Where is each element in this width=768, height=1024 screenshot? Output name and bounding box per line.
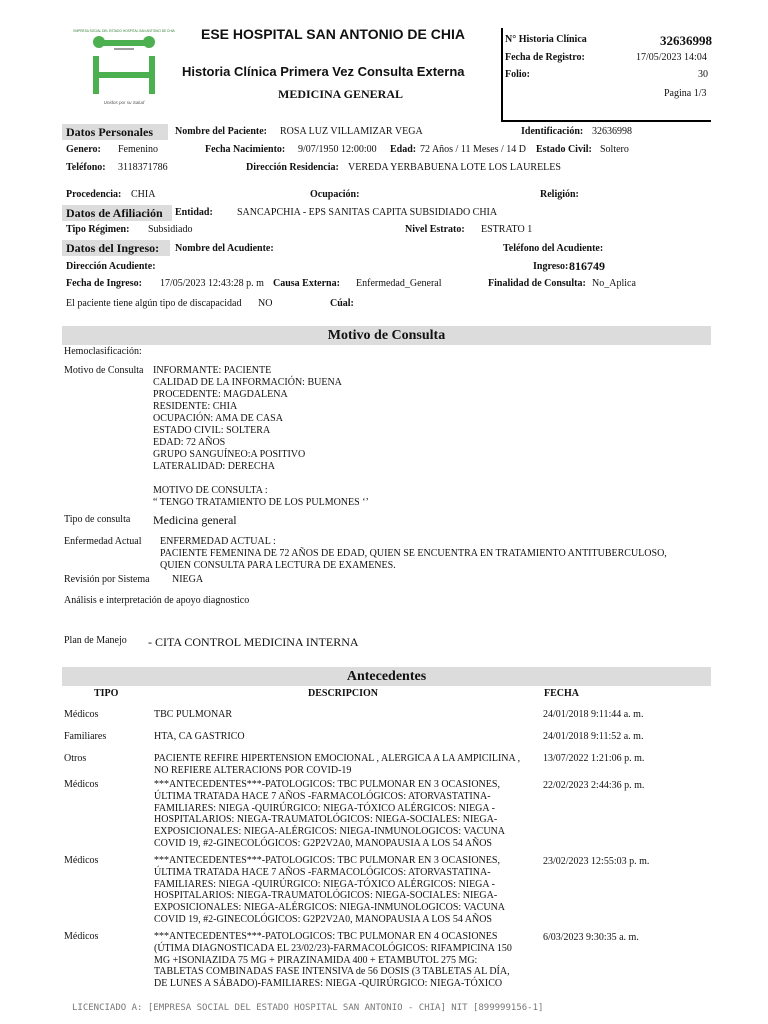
- enfermedad-line: ENFERMEDAD ACTUAL :: [160, 536, 276, 547]
- row-desc: [154, 709, 232, 721]
- row-fecha: 24/01/2018 9:11:52 a. m.: [543, 731, 644, 742]
- tipo-consulta-label: Tipo de consulta: [64, 514, 131, 525]
- row-desc-line: FAMILIARES: NIEGA -QUIRÚRGICO: NIEGA-TÓXICO ALÉRGICOS: NIEGA -: [154, 878, 495, 890]
- row-desc-line: HOSPITALARIOS: NIEGA-TRAUMATOLÓGICOS: NIEGA-SOCIALES: NIEGA-: [154, 890, 498, 902]
- row-desc-line: TBC PULMONAR: [154, 709, 233, 720]
- row-tipo: Médicos: [64, 779, 99, 790]
- row-fecha: 22/02/2023 2:44:36 p. m.: [543, 780, 645, 791]
- civil-value: Soltero: [600, 144, 629, 155]
- header-divider: [501, 28, 503, 120]
- id-label: Identificación:: [521, 126, 584, 137]
- row-desc-line: ***ANTECEDENTES***-PATOLOGICOS: TBC PULMONAR EN 3 OCASIONES,: [154, 855, 500, 866]
- gender-value: Femenino: [118, 144, 158, 155]
- hc-label: N° Historia Clínica: [505, 34, 587, 45]
- col-header-descripcion: DESCRIPCION: [308, 688, 379, 699]
- purpose-label: Finalidad de Consulta:: [488, 278, 586, 289]
- stratum-value: ESTRATO 1: [481, 224, 533, 235]
- entity-label: Entidad:: [175, 207, 213, 218]
- patient-name-label: Nombre del Paciente:: [175, 126, 268, 137]
- stratum-label: Nivel Estrato:: [405, 224, 465, 235]
- col-header-tipo: TIPO: [94, 688, 119, 699]
- disability-label: El paciente tiene algún tipo de discapacidad: [66, 298, 242, 309]
- birth-value: 9/07/1950 12:00:00: [298, 144, 377, 155]
- row-desc: [154, 731, 245, 743]
- row-desc: [154, 931, 512, 990]
- row-desc: [154, 753, 520, 777]
- motivo-line: OCUPACIÓN: AMA DE CASA: [153, 413, 283, 424]
- religion-label: Religión:: [540, 189, 579, 200]
- row-desc-line: NO REFIERE ALTERACIONS POR COVID-19: [154, 764, 352, 776]
- motivo-line: CALIDAD DE LA INFORMACIÓN: BUENA: [153, 377, 342, 388]
- row-fecha: 6/03/2023 9:30:35 a. m.: [543, 932, 639, 943]
- enfermedad-label: Enfermedad Actual: [64, 536, 142, 547]
- ingreso-value: 816749: [569, 259, 605, 273]
- admission-date-label: Fecha de Ingreso:: [66, 278, 142, 289]
- logo-motto: Unidos por su Salud: [103, 100, 145, 105]
- motivo-label: Motivo de Consulta: [64, 365, 144, 376]
- row-desc-line: ***ANTECEDENTES***-PATOLOGICOS: TBC PULMONAR EN 4 OCASIONES: [154, 931, 498, 942]
- document-title: Historia Clínica Primera Vez Consulta Externa: [182, 64, 465, 79]
- row-tipo: Otros: [64, 753, 87, 764]
- row-desc: [154, 855, 505, 926]
- row-tipo: Médicos: [64, 855, 99, 866]
- folio-value: 30: [698, 69, 708, 80]
- entity-value: SANCAPCHIA - EPS SANITAS CAPITA SUBSIDIADO CHIA: [237, 207, 498, 218]
- row-desc-line: COVID 19, #2-GINECOLÓGICOS: G2P2V2A0, MANOPAUSIA A LOS 54 AÑOS: [154, 913, 492, 925]
- banner-antecedentes: Antecedentes: [62, 667, 711, 686]
- origin-value: CHIA: [131, 189, 156, 200]
- banner-motivo-consulta: Motivo de Consulta: [62, 326, 711, 345]
- phone-value: 3118371786: [118, 162, 168, 173]
- motivo-text: [153, 365, 369, 509]
- row-tipo: Familiares: [64, 731, 107, 742]
- motivo-line: EDAD: 72 AÑOS: [153, 437, 226, 448]
- address-value: VEREDA YERBABUENA LOTE LOS LAURELES: [348, 162, 561, 173]
- occupation-label: Ocupación:: [310, 189, 360, 200]
- row-tipo: Médicos: [64, 931, 99, 942]
- patient-name: ROSA LUZ VILLAMIZAR VEGA: [280, 126, 423, 137]
- analisis-label: Análisis e interpretación de apoyo diagnostico: [64, 595, 250, 606]
- row-desc-line: (ÚTIMA DIAGNOSTICADA EL 23/02/23)-FARMACOLÓGICOS: RIFAMPICINA 150: [154, 942, 512, 954]
- origin-label: Procedencia:: [66, 189, 122, 200]
- guardian-address-label: Dirección Acudiente:: [66, 261, 156, 272]
- row-desc-line: COVID 19, #2-GINECOLÓGICOS: G2P2V2A0, MANOPAUSIA A LOS 54 AÑOS: [154, 837, 492, 849]
- phone-label: Teléfono:: [66, 162, 106, 173]
- disability-value: NO: [258, 298, 273, 309]
- enfermedad-text: [160, 536, 667, 572]
- row-desc-line: PACIENTE REFIRE HIPERTENSION EMOCIONAL , ALERGICA A LA AMPICILINA ,: [154, 753, 521, 764]
- id-value: 32636998: [592, 126, 632, 137]
- row-desc-line: EXPOSICIONALES: NIEGA-ALÉRGICOS: NIEGA-INMUNOLOGICOS: VACUNA: [154, 902, 506, 914]
- regime-label: Tipo Régimen:: [66, 224, 130, 235]
- row-desc-line: DE LUNES A SÁBADO)-FAMILIARES: NIEGA -QUIRÚRGICO: NIEGA-TÓXICO: [154, 978, 503, 990]
- which-label: Cúal:: [330, 298, 354, 309]
- section-affiliation: Datos de Afiliación: [66, 206, 163, 220]
- row-desc-line: HOSPITALARIOS: NIEGA-TRAUMATOLÓGICOS: NIEGA-SOCIALES: NIEGA-: [154, 814, 498, 826]
- col-header-fecha: FECHA: [544, 688, 579, 699]
- section-admission: Datos del Ingreso:: [66, 241, 160, 255]
- row-desc-line: FAMILIARES: NIEGA -QUIRÚRGICO: NIEGA-TÓXICO ALÉRGICOS: NIEGA -: [154, 802, 495, 814]
- specialty: MEDICINA GENERAL: [278, 87, 404, 101]
- plan-label: Plan de Manejo: [64, 635, 127, 646]
- gender-label: Genero:: [66, 144, 101, 155]
- row-fecha: 13/07/2022 1:21:06 p. m.: [543, 753, 645, 764]
- row-fecha: 23/02/2023 12:55:03 p. m.: [543, 856, 650, 867]
- hc-number: 32636998: [660, 33, 712, 48]
- age-label: Edad:: [390, 144, 417, 155]
- motivo-line: [153, 473, 369, 485]
- folio-label: Folio:: [505, 69, 530, 80]
- motivo-line: GRUPO SANGUÍNEO:A POSITIVO: [153, 449, 306, 460]
- age-value: 72 Años / 11 Meses / 14 D: [420, 144, 527, 155]
- row-desc-line: TABLETAS COMBINADAS FASE INTENSIVA de 56 DOSIS (3 TABLETAS AL DÍA,: [154, 966, 510, 978]
- tipo-consulta-value: Medicina general: [153, 513, 237, 527]
- cause-label: Causa Externa:: [273, 278, 340, 289]
- reg-label: Fecha de Registro:: [505, 52, 585, 63]
- guardian-label: Nombre del Acudiente:: [175, 243, 274, 254]
- page-number: Pagina 1/3: [664, 88, 707, 99]
- enfermedad-line: PACIENTE FEMENINA DE 72 AÑOS DE EDAD, QUIEN SE ENCUENTRA EN TRATAMIENTO ANTITUBERCULOSO,: [160, 548, 667, 559]
- motivo-line: RESIDENTE: CHIA: [153, 401, 238, 412]
- birth-label: Fecha Nacimiento:: [205, 144, 286, 155]
- admission-date: 17/05/2023 12:43:28 p. m: [160, 278, 264, 289]
- motivo-line: MOTIVO DE CONSULTA :: [153, 485, 268, 496]
- civil-label: Estado Civil:: [536, 144, 592, 155]
- license-footer: LICENCIADO A: [EMPRESA SOCIAL DEL ESTADO HOSPITAL SAN ANTONIO - CHIA] NIT [899999156-1]: [72, 1003, 544, 1013]
- address-label: Dirección Residencia:: [246, 162, 339, 173]
- header-bottom-rule: [501, 120, 711, 122]
- row-desc-line: ÚLTIMA TRATADA HACE 7 AÑOS -FARMACOLÓGICOS: ATORVASTATINA-: [154, 790, 491, 802]
- regime-value: Subsidiado: [148, 224, 193, 235]
- hospital-name: ESE HOSPITAL SAN ANTONIO DE CHIA: [201, 26, 465, 42]
- row-tipo: Médicos: [64, 709, 99, 720]
- purpose-value: No_Aplica: [592, 278, 636, 289]
- hospital-logo: [73, 26, 175, 106]
- enfermedad-line: QUIEN CONSULTA PARA LECTURA DE EXAMENES.: [160, 560, 396, 571]
- motivo-line: LATERALIDAD: DERECHA: [153, 461, 275, 472]
- revision-value: NIEGA: [172, 574, 204, 585]
- row-desc-line: EXPOSICIONALES: NIEGA-ALÉRGICOS: NIEGA-INMUNOLOGICOS: VACUNA: [154, 826, 506, 838]
- plan-value: - CITA CONTROL MEDICINA INTERNA: [148, 635, 359, 649]
- motivo-line: ESTADO CIVIL: SOLTERA: [153, 425, 271, 436]
- section-personal: Datos Personales: [66, 125, 153, 139]
- motivo-line: PROCEDENTE: MAGDALENA: [153, 389, 288, 400]
- revision-label: Revisión por Sistema: [64, 574, 150, 585]
- logo-top-text: EMPRESA SOCIAL DEL ESTADO HOSPITAL SAN ANTONIO DE CHIA: [73, 29, 175, 33]
- hemo-label: Hemoclasificación:: [64, 346, 142, 357]
- row-desc: [154, 779, 505, 850]
- guardian-phone-label: Teléfono del Acudiente:: [503, 243, 604, 254]
- row-desc-line: MG +ISONIAZIDA 75 MG + PIRAZINAMIDA 400 + ETAMBUTOL 275 MG:: [154, 954, 478, 966]
- cause-value: Enfermedad_General: [356, 278, 442, 289]
- ingreso-label: Ingreso:: [533, 261, 569, 272]
- row-desc-line: ***ANTECEDENTES***-PATOLOGICOS: TBC PULMONAR EN 3 OCASIONES,: [154, 779, 500, 790]
- reg-date: 17/05/2023 14:04: [636, 52, 707, 63]
- motivo-line: “ TENGO TRATAMIENTO DE LOS PULMONES ‘’: [153, 497, 369, 508]
- row-desc-line: HTA, CA GASTRICO: [154, 731, 245, 742]
- row-desc-line: ÚLTIMA TRATADA HACE 7 AÑOS -FARMACOLÓGICOS: ATORVASTATINA-: [154, 866, 491, 878]
- row-fecha: 24/01/2018 9:11:44 a. m.: [543, 709, 644, 720]
- motivo-line: INFORMANTE: PACIENTE: [153, 365, 272, 376]
